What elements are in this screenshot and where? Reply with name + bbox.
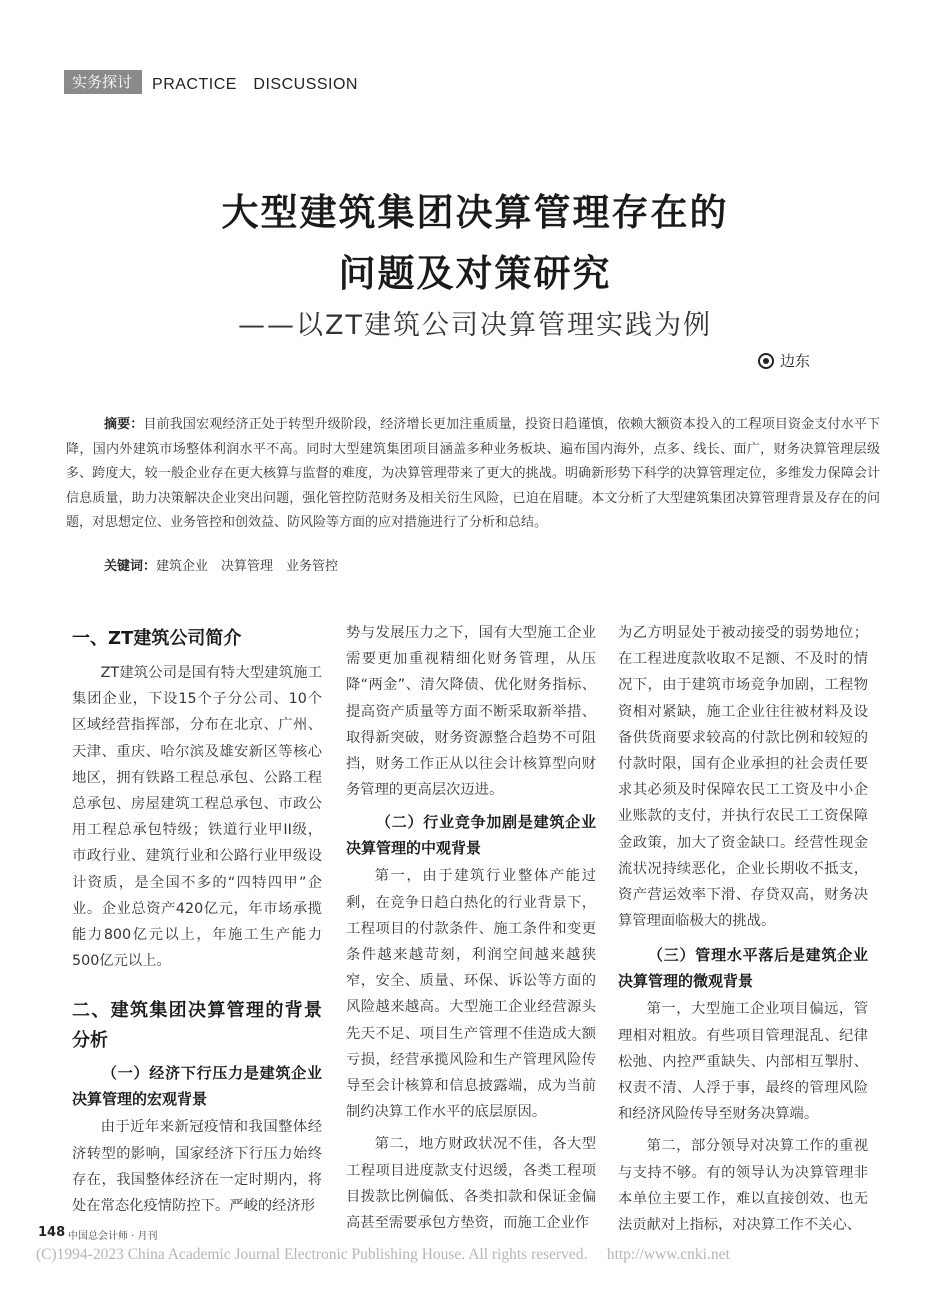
subtitle: ——以ZT建筑公司决算管理实践为例 [238,310,712,341]
abstract-text: 目前我国宏观经济正处于转型升级阶段，经济增长更加注重质量，投资日趋谨慎，依赖大额资本投入的工程项目资金支付水平下降，国内外建筑市场整体利润水平不高。同时大型建筑集团项目涵盖多种业务板块、遍布国内海外，点多、线长、面广，财务决算管理层级多、跨度大，较一般企业存在更大核算与监督的难度，为决算管理带来了更大的挑战。明确新形势下科学的决算管理定位，多维发力保障会计信息质量，助力决策解决企业突出问题，强化管控防范财务及相关衍生风险，已迫在眉睫。本文分析了大型建筑集团决算管理背景及存在的问题，对思想定位、业务管控和创效益、防风险等方面的应对措施进行了分析和总结。 [66,417,880,530]
paragraph: 第二，部分领导对决算工作的重视与支持不够。有的领导认为决算管理非本单位主要工作，难以直接创效、也无法贡献对上指标，对决算工作不关心、 [618,1138,868,1234]
paragraph: 为乙方明显处于被动接受的弱势地位；在工程进度款收取不足额、不及时的情况下，由于建筑市场竞争加剧，工程物资相对紧缺，施工企业往往被材料及设备供货商要求较高的付款比例和较短的付款时限，国有企业承担的社会责任要求其必须及时保障农民工工资及中小企业账款的支付，并执行农民工工资保障金政策，加大了资金缺口。经营性现金流状况持续恶化，企业长期收不抵支，资产营运效率下滑、存贷双高，财务决算管理面临极大的挑战。 [618,625,868,930]
keywords-label: 关键词： [104,559,157,574]
column-3 [618,620,868,1238]
subheading-micro: （三）管理水平落后是建筑企业决算管理的微观背景 [618,946,868,991]
abstract-label: 摘要： [104,417,144,432]
subheading-meso: （二）行业竞争加剧是建筑企业决算管理的中观背景 [346,813,596,858]
paragraph: 第一，由于建筑行业整体产能过剩，在竞争日趋白热化的行业背景下，工程项目的付款条件、施工条件和变更条件越来越苛刻，利润空间越来越狭窄，安全、质量、环保、诉讼等方面的风险越来越高。大型施工企业经营源头先天不足、项目生产管理不佳造成大额亏损，经营承揽风险和生产管理风险传导至会计核算和信息披露端，成为当前制约决算工作水平的底层原因。 [346,868,596,1121]
keywords-text: 建筑企业 决算管理 业务管控 [156,559,339,574]
title-line-1: 大型建筑集团决算管理存在的 [221,191,729,234]
title-line-2: 问题及对策研究 [338,252,612,295]
section-header [64,70,358,94]
column-1 [72,620,322,1219]
abstract [66,413,880,536]
keywords [104,555,338,574]
page-number: 148 [38,1225,66,1240]
heading-intro: 一、ZT建筑公司简介 [72,628,242,649]
column-2 [346,620,596,1236]
paragraph: 第一，大型施工企业项目偏远，管理相对粗放。有些项目管理混乱、纪律松弛、内控严重缺失、内部相互掣肘、权责不清、人浮于事，最终的管理风险和经济风险传导至财务决算端。 [618,1001,868,1123]
subheading-macro: （一）经济下行压力是建筑企业决算管理的宏观背景 [72,1064,322,1109]
paragraph: ZT建筑公司是国有特大型建筑施工集团企业，下设15个子分公司、10个区域经营指挥部，分布在北京、广州、天津、重庆、哈尔滨及雄安新区等核心地区，拥有铁路工程总承包、公路工程总承包、房屋建筑工程总承包、市政公用工程总承包特级；铁道行业甲II级，市政行业、建筑行业和公路行业甲级设计资质，是全国不多的“四特四甲”企业。企业总资产420亿元，年市场承揽能力800亿元以上，年施工生产能力500亿元以上。 [72,665,322,970]
paragraph: 由于近年来新冠疫情和我国整体经济转型的影响，国家经济下行压力始终存在，我国整体经济在一定时期内，将处在常态化疫情防控下。严峻的经济形 [72,1119,322,1215]
paragraph: 势与发展压力之下，国有大型施工企业需要更加重视精细化财务管理，从压降“两金”、清欠降债、优化财务指标、提高资产质量等方面不断采取新举措、取得新突破，财务资源整合趋势不可阻挡，财务工作正从以往会计核算型向财务管理的更高层次迈进。 [346,625,596,799]
author-bullet-icon [758,353,774,369]
author [758,350,810,371]
section-label: 实务探讨 [64,70,142,94]
paragraph: 第二，地方财政状况不佳，各大型工程项目进度款支付迟缓，各类工程项目拨款比例偏低、各类扣款和保证金偏高甚至需要承包方垫资，而施工企业作 [346,1136,596,1232]
copyright-watermark: (C)1994-2023 China Academic Journal Electronic Publishing House. All rights reserved. http://www.cnki.net [36,1246,730,1263]
heading-background: 二、建筑集团决算管理的背景分析 [72,1000,322,1052]
publication-name: 中国总会计师 · 月刊 [68,1231,158,1242]
section-english: PRACTICE DISCUSSION [152,75,358,93]
author-name: 边东 [779,352,810,370]
